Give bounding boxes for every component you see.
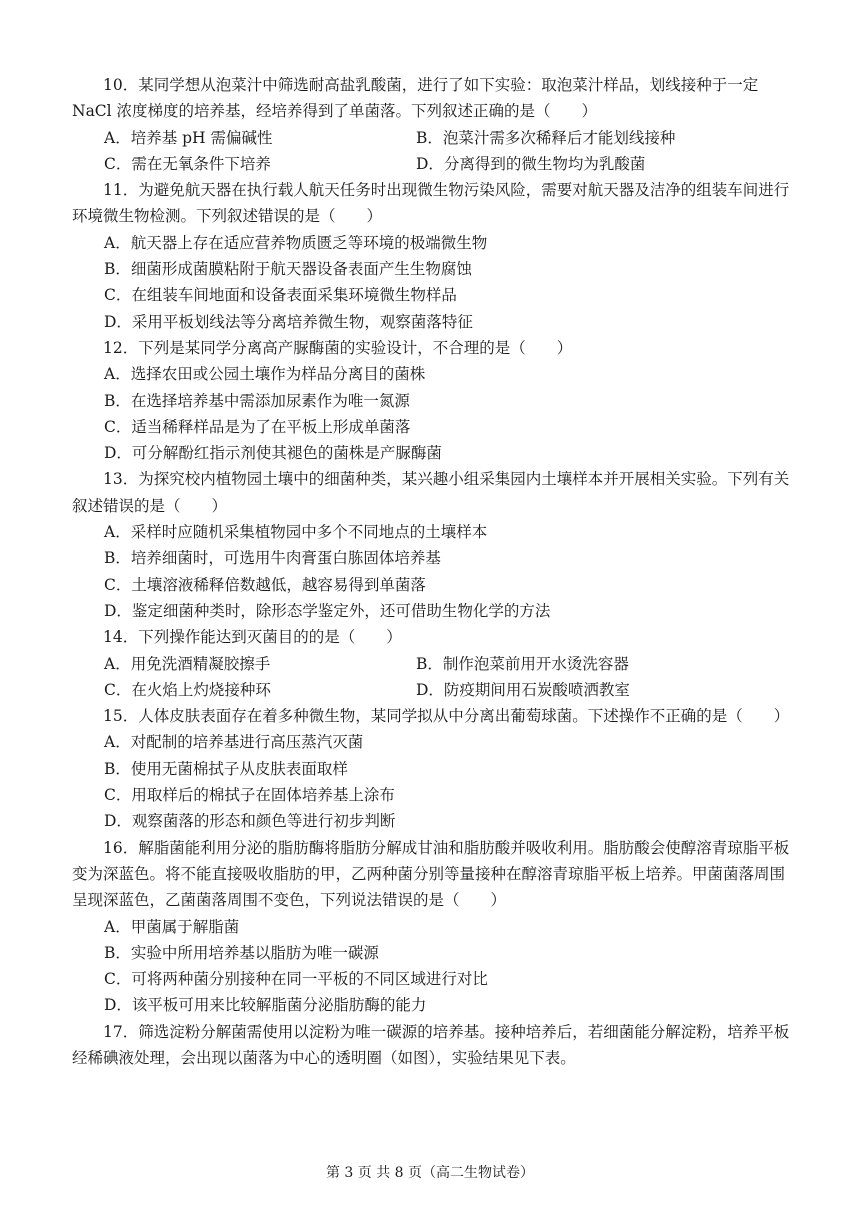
question-14-stem: 14．下列操作能达到灭菌目的的是（ ） — [103, 628, 402, 647]
question-15-option-a: A．对配制的培养基进行高压蒸汽灭菌 — [104, 733, 364, 752]
question-13-option-b: B．培养细菌时，可选用牛肉膏蛋白胨固体培养基 — [104, 549, 441, 568]
question-13-stem: 13．为探究校内植物园土壤中的细菌种类，某兴趣小组采集园内土壤样本并开展相关实验。下列有关叙述错误的是（ ） — [72, 470, 790, 515]
question-10-option-c: C．需在无氧条件下培养 — [104, 154, 271, 173]
page-footer: 第 3 页 共 8 页（高二生物试卷） — [325, 1165, 535, 1181]
question-15-option-d: D．观察菌落的形态和颜色等进行初步判断 — [104, 812, 396, 831]
question-11-option-b: B．细菌形成菌膜粘附于航天器设备表面产生生物腐蚀 — [104, 260, 472, 279]
question-15-option-b: B．使用无菌棉拭子从皮肤表面取样 — [104, 759, 348, 778]
question-12-option-c: C．适当稀释样品是为了在平板上形成单菌落 — [104, 417, 411, 436]
question-16-stem: 16．解脂菌能利用分泌的脂肪酶将脂肪分解成甘油和脂肪酸并吸收利用。脂肪酸会使醇溶青琼脂平板变为深蓝色。将不能直接吸收脂肪的甲，乙两种菌分别等量接种在醇溶青琼脂平板上培养。甲菌菌落周围呈现深蓝色，乙菌菌落周围不变色，下列说法错误的是（ ） — [72, 838, 790, 910]
question-16-option-d: D．该平板可用来比较解脂菌分泌脂肪酶的能力 — [104, 996, 427, 1015]
question-13-option-a: A．采样时应随机采集植物园中多个不同地点的土壤样本 — [104, 523, 488, 542]
question-16-option-c: C．可将两种菌分别接种在同一平板的不同区域进行对比 — [104, 970, 488, 989]
question-11-option-c: C．在组装车间地面和设备表面采集环境微生物样品 — [104, 286, 457, 305]
question-12-option-b: B．在选择培养基中需添加尿素作为唯一氮源 — [104, 391, 410, 410]
question-14-option-c: C．在火焰上灼烧接种环 — [104, 680, 271, 699]
question-12-option-d: D．可分解酚红指示剂使其褪色的菌株是产脲酶菌 — [104, 444, 442, 463]
question-11-option-d: D．采用平板划线法等分离培养微生物，观察菌落特征 — [104, 312, 473, 331]
question-10-option-a: A．培养基 pH 需偏碱性 — [104, 128, 273, 147]
question-14-options-row-1 — [72, 651, 792, 677]
question-15-stem: 15．人体皮肤表面存在着多种微生物，某同学拟从中分离出葡萄球菌。下述操作不正确的是（ ） — [103, 707, 790, 726]
question-14-option-b: B．制作泡菜前用开水烫洗容器 — [416, 654, 629, 673]
question-10-option-b: B．泡菜汁需多次稀释后才能划线接种 — [416, 128, 676, 147]
question-12-stem: 12．下列是某同学分离高产脲酶菌的实验设计，不合理的是（ ） — [103, 338, 573, 357]
question-12-option-a: A．选择农田或公园土壤作为样品分离目的菌株 — [104, 365, 426, 384]
question-16-option-b: B．实验中所用培养基以脂肪为唯一碳源 — [104, 943, 379, 962]
question-16-option-a: A．甲菌属于解脂菌 — [104, 917, 240, 936]
question-13-option-d: D．鉴定细菌种类时，除形态学鉴定外，还可借助生物化学的方法 — [104, 601, 551, 620]
question-14-option-a: A．用免洗酒精凝胶擦手 — [104, 654, 271, 673]
question-17-stem: 17．筛选淀粉分解菌需使用以淀粉为唯一碳源的培养基。接种培养后，若细菌能分解淀粉，培养平板经稀碘液处理，会出现以菌落为中心的透明圈（如图），实验结果见下表。 — [72, 1022, 790, 1067]
question-10-option-d: D．分离得到的微生物均为乳酸菌 — [416, 154, 646, 173]
question-10-stem: 10．某同学想从泡菜汁中筛选耐高盐乳酸菌，进行了如下实验：取泡菜汁样品，划线接种于一定 NaCl 浓度梯度的培养基，经培养得到了单菌落。下列叙述正确的是（ ） — [72, 76, 759, 121]
question-10-options-row-1 — [72, 125, 792, 151]
question-10-options-row-2 — [72, 151, 792, 177]
question-11-option-a: A．航天器上存在适应营养物质匮乏等环境的极端微生物 — [104, 233, 488, 252]
questions-area — [72, 72, 792, 1071]
question-15-option-c: C．用取样后的棉拭子在固体培养基上涂布 — [104, 786, 395, 805]
question-13-option-c: C．土壤溶液稀释倍数越低，越容易得到单菌落 — [104, 575, 426, 594]
question-11-stem: 11．为避免航天器在执行载人航天任务时出现微生物污染风险，需要对航天器及洁净的组装车间进行环境微生物检测。下列叙述错误的是（ ） — [72, 181, 790, 226]
question-14-option-d: D．防疫期间用石炭酸喷洒教室 — [416, 680, 630, 699]
question-14-options-row-2 — [72, 677, 792, 703]
